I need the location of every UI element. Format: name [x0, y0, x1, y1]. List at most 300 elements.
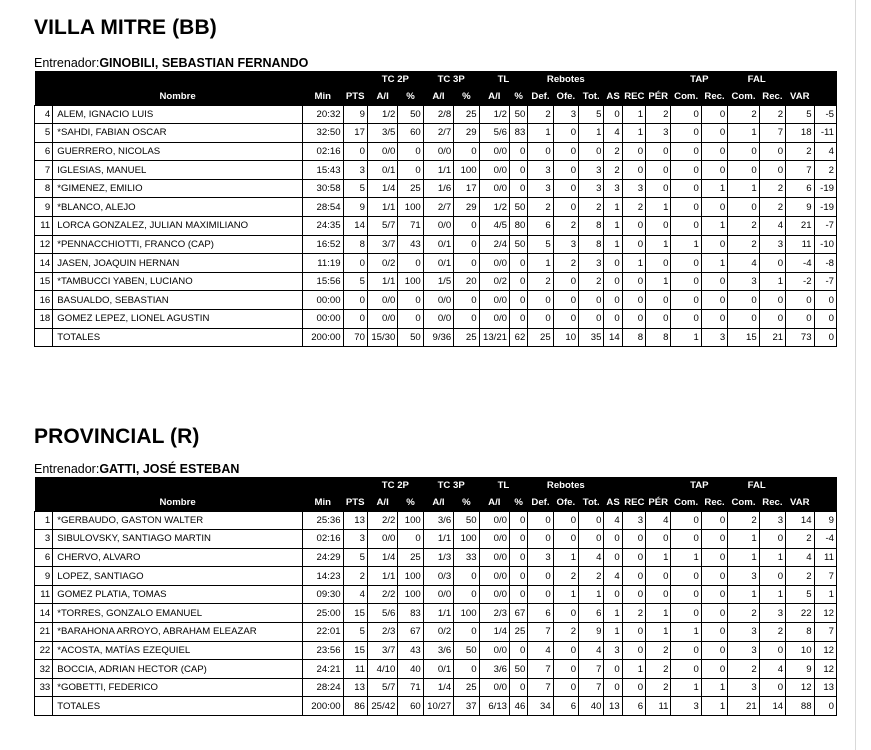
stat-cell: 2: [579, 567, 604, 586]
player-name: CHERVO, ALVARO: [53, 548, 303, 567]
stat-cell: 2: [759, 198, 785, 217]
stat-cell: 1: [553, 548, 578, 567]
header-column-row: [35, 494, 837, 511]
total-cell: 0: [814, 328, 836, 347]
stat-cell: 5: [343, 272, 367, 291]
stat-cell: 9: [814, 511, 836, 530]
column-header: Def.: [528, 88, 553, 105]
stat-cell: 7: [35, 161, 53, 180]
stat-cell: 1/3: [423, 548, 453, 567]
stat-cell: 9: [343, 198, 367, 217]
player-name: JASEN, JOAQUIN HERNAN: [53, 254, 303, 273]
stat-cell: 50: [398, 105, 423, 124]
stat-cell: 1: [759, 548, 785, 567]
stat-cell: 22: [786, 604, 814, 623]
stat-cell: -4: [814, 530, 836, 549]
stat-cell: 15: [35, 272, 53, 291]
player-name: ALEM, IGNACIO LUIS: [53, 105, 303, 124]
stat-cell: 0: [701, 660, 727, 679]
stat-cell: 2/8: [423, 105, 453, 124]
stat-cell: 3: [759, 511, 785, 530]
stat-cell: 1: [728, 124, 759, 143]
total-cell: 1: [671, 328, 701, 347]
stat-cell: 0: [622, 567, 645, 586]
stat-cell: 67: [510, 604, 528, 623]
header-group: TL: [479, 477, 528, 494]
stat-cell: 0: [646, 530, 671, 549]
stat-cell: 14: [35, 604, 53, 623]
player-name: *GIMENEZ, EMILIO: [53, 179, 303, 198]
stat-cell: 4: [604, 511, 622, 530]
stat-cell: 2: [553, 567, 578, 586]
stat-cell: 0: [622, 291, 645, 310]
stat-cell: 3/6: [423, 511, 453, 530]
column-header: Rec.: [759, 88, 785, 105]
stat-cell: 43: [398, 641, 423, 660]
header-group: TC 3P: [423, 71, 479, 88]
stat-cell: 0: [728, 142, 759, 161]
column-header: A/I: [367, 494, 397, 511]
stat-cell: 0: [701, 548, 727, 567]
stat-cell: 0: [398, 142, 423, 161]
stat-cell: 32:50: [302, 124, 343, 143]
column-header: %: [398, 494, 423, 511]
total-cell: 25: [454, 328, 479, 347]
stat-cell: 16: [35, 291, 53, 310]
stat-cell: 0: [553, 511, 578, 530]
stat-cell: 0: [646, 161, 671, 180]
stat-cell: 0: [454, 291, 479, 310]
stat-cell: 0: [646, 142, 671, 161]
stat-cell: 14: [786, 511, 814, 530]
stat-cell: 1: [671, 678, 701, 697]
stat-cell: -19: [814, 179, 836, 198]
total-cell: 40: [579, 697, 604, 716]
stat-cell: 100: [398, 272, 423, 291]
stat-cell: 0: [646, 585, 671, 604]
stat-cell: 13: [343, 511, 367, 530]
stat-cell: 1: [728, 530, 759, 549]
total-cell: 9/36: [423, 328, 453, 347]
stat-cell: -4: [786, 254, 814, 273]
stat-cell: 67: [398, 623, 423, 642]
stat-cell: 3/6: [423, 641, 453, 660]
stat-cell: 0: [553, 142, 578, 161]
stat-cell: 5: [786, 585, 814, 604]
stat-cell: 3: [35, 530, 53, 549]
stat-cell: 17: [343, 124, 367, 143]
total-cell: 1: [701, 697, 727, 716]
player-name: *BLANCO, ALEJO: [53, 198, 303, 217]
total-cell: 86: [343, 697, 367, 716]
stat-cell: 5: [35, 124, 53, 143]
total-cell: 6: [622, 697, 645, 716]
stat-cell: 0: [759, 142, 785, 161]
stat-cell: 0: [604, 530, 622, 549]
stat-cell: 2: [646, 660, 671, 679]
stat-cell: 28:54: [302, 198, 343, 217]
stat-cell: 3: [579, 179, 604, 198]
stat-cell: 3: [759, 235, 785, 254]
stat-cell: 0: [553, 530, 578, 549]
stat-cell: 0: [604, 678, 622, 697]
stat-cell: 0: [510, 254, 528, 273]
total-cell: 35: [579, 328, 604, 347]
stat-cell: 4: [528, 641, 553, 660]
column-header: Rec.: [759, 494, 785, 511]
team-title-home: VILLA MITRE (BB): [34, 16, 217, 39]
header-group: [604, 71, 671, 88]
stat-cell: 0: [553, 678, 578, 697]
stat-cell: 0/0: [367, 530, 397, 549]
total-cell: 50: [398, 328, 423, 347]
stat-cell: 0: [604, 105, 622, 124]
stat-cell: 7: [759, 124, 785, 143]
column-header: A/I: [367, 88, 397, 105]
stat-cell: 0: [671, 105, 701, 124]
stat-cell: 1/2: [479, 198, 509, 217]
stat-cell: 0: [604, 660, 622, 679]
player-row: [35, 217, 837, 236]
stat-cell: 1: [622, 124, 645, 143]
player-row: [35, 291, 837, 310]
stat-cell: 11: [35, 585, 53, 604]
stat-cell: -8: [814, 254, 836, 273]
player-name: *GERBAUDO, GASTON WALTER: [53, 511, 303, 530]
stat-cell: 0: [759, 530, 785, 549]
stat-cell: 1: [646, 235, 671, 254]
stat-cell: 1: [553, 585, 578, 604]
stat-cell: 29: [454, 124, 479, 143]
stat-cell: 0: [728, 161, 759, 180]
stat-cell: 2: [622, 604, 645, 623]
stat-cell: 0/0: [423, 585, 453, 604]
stat-cell: 2: [528, 105, 553, 124]
stat-cell: 2: [528, 198, 553, 217]
column-header: A/I: [423, 88, 453, 105]
column-header: A/I: [479, 88, 509, 105]
stat-cell: 100: [454, 161, 479, 180]
column-header: Ofe.: [553, 88, 578, 105]
stat-cell: 25: [454, 105, 479, 124]
player-row: [35, 585, 837, 604]
stat-cell: 0/0: [367, 310, 397, 329]
stat-cell: 0: [510, 179, 528, 198]
stat-cell: 1: [35, 511, 53, 530]
stat-cell: 6: [528, 604, 553, 623]
total-cell: 14: [604, 328, 622, 347]
stat-cell: 0/0: [479, 567, 509, 586]
header-group: [786, 477, 837, 494]
column-header: Tot.: [579, 88, 604, 105]
stat-cell: 3: [343, 161, 367, 180]
stat-cell: 0: [759, 161, 785, 180]
header-group: [35, 477, 368, 494]
stat-cell: 09:30: [302, 585, 343, 604]
column-header: [814, 88, 836, 105]
stat-cell: 6: [528, 217, 553, 236]
total-cell: 8: [646, 328, 671, 347]
stat-cell: 71: [398, 217, 423, 236]
total-cell: 73: [786, 328, 814, 347]
stat-cell: 0: [728, 291, 759, 310]
header-group-row: [35, 71, 837, 88]
player-row: [35, 530, 837, 549]
total-cell: 88: [786, 697, 814, 716]
column-header: Nombre: [53, 88, 303, 105]
stat-cell: 9: [786, 198, 814, 217]
stat-cell: 5: [786, 105, 814, 124]
player-row: [35, 198, 837, 217]
stat-cell: 0/1: [423, 254, 453, 273]
stat-cell: 0/2: [423, 623, 453, 642]
coach-away: [34, 462, 239, 476]
stat-cell: 0: [759, 310, 785, 329]
stat-cell: 0: [510, 548, 528, 567]
stat-cell: 4: [579, 548, 604, 567]
stat-cell: 0: [728, 310, 759, 329]
column-header: PTS: [343, 494, 367, 511]
player-row: [35, 235, 837, 254]
stat-cell: 1/1: [423, 161, 453, 180]
stat-cell: 0: [553, 161, 578, 180]
stat-cell: 2: [814, 161, 836, 180]
stat-cell: 2: [759, 623, 785, 642]
stat-cell: 0: [553, 124, 578, 143]
column-header: PÉR: [646, 88, 671, 105]
stat-cell: 2/2: [367, 511, 397, 530]
total-cell: 21: [728, 697, 759, 716]
stat-cell: 3: [622, 511, 645, 530]
stat-cell: 0: [622, 235, 645, 254]
stat-cell: 1: [604, 623, 622, 642]
header-group: FAL: [728, 71, 786, 88]
stat-cell: 0: [579, 291, 604, 310]
stat-cell: 0: [454, 142, 479, 161]
stat-cell: 00:00: [302, 310, 343, 329]
stat-cell: 0: [759, 291, 785, 310]
player-row: [35, 105, 837, 124]
stat-cell: 3/6: [479, 660, 509, 679]
stat-cell: 1: [646, 604, 671, 623]
stat-cell: 14: [343, 217, 367, 236]
stat-cell: 1: [579, 124, 604, 143]
stat-cell: 33: [35, 678, 53, 697]
player-row: [35, 142, 837, 161]
stat-cell: 0: [604, 548, 622, 567]
stat-cell: 2: [728, 235, 759, 254]
stat-cell: 1/6: [423, 179, 453, 198]
header-group: TAP: [671, 71, 728, 88]
stat-cell: 40: [398, 660, 423, 679]
stat-cell: 3: [646, 124, 671, 143]
stat-cell: 0: [398, 310, 423, 329]
header-group-row: [35, 477, 837, 494]
stat-cell: 0: [671, 161, 701, 180]
stat-cell: 0/0: [479, 511, 509, 530]
stat-cell: -10: [814, 235, 836, 254]
stat-cell: 8: [579, 217, 604, 236]
stat-cell: 0: [671, 142, 701, 161]
stat-cell: 2: [553, 217, 578, 236]
stat-cell: 24:35: [302, 217, 343, 236]
stat-cell: 1/1: [367, 567, 397, 586]
column-header: Rec.: [701, 88, 727, 105]
stat-cell: 0: [701, 105, 727, 124]
stat-cell: 0/0: [479, 142, 509, 161]
stat-cell: 2/7: [423, 198, 453, 217]
stat-cell: 0: [579, 142, 604, 161]
totals-label: TOTALES: [53, 328, 303, 347]
stat-cell: 3: [579, 161, 604, 180]
stat-cell: 3/7: [367, 641, 397, 660]
column-header: Tot.: [579, 494, 604, 511]
stat-cell: 1/1: [423, 530, 453, 549]
stat-cell: 1/4: [423, 678, 453, 697]
player-row: [35, 161, 837, 180]
stat-cell: 0: [728, 198, 759, 217]
stat-cell: 30:58: [302, 179, 343, 198]
player-row: [35, 272, 837, 291]
stat-cell: 0: [622, 217, 645, 236]
stat-cell: 3: [343, 530, 367, 549]
stat-cell: 0: [646, 179, 671, 198]
stat-cell: 0: [553, 660, 578, 679]
stat-cell: 1/4: [479, 623, 509, 642]
stat-cell: 15: [343, 641, 367, 660]
stat-cell: 0: [553, 272, 578, 291]
player-row: [35, 678, 837, 697]
stat-cell: 0: [671, 660, 701, 679]
stat-cell: 0: [622, 641, 645, 660]
stat-cell: 4/5: [479, 217, 509, 236]
stat-cell: 0/2: [367, 254, 397, 273]
stat-cell: 2: [622, 198, 645, 217]
coach-name: GINOBILI, SEBASTIAN FERNANDO: [99, 56, 309, 70]
stat-cell: 0: [646, 217, 671, 236]
stat-cell: 5/7: [367, 217, 397, 236]
stat-cell: 18: [35, 310, 53, 329]
stat-cell: 15:43: [302, 161, 343, 180]
stat-cell: 0: [671, 604, 701, 623]
total-cell: 6/13: [479, 697, 509, 716]
stat-cell: 22: [35, 641, 53, 660]
stat-cell: 2: [728, 660, 759, 679]
stat-cell: 1: [604, 604, 622, 623]
column-header: REC: [622, 88, 645, 105]
player-name: IGLESIAS, MANUEL: [53, 161, 303, 180]
stat-cell: 2: [728, 105, 759, 124]
stat-cell: 6: [35, 548, 53, 567]
stat-cell: 4: [786, 548, 814, 567]
stat-cell: 2: [728, 604, 759, 623]
player-row: [35, 254, 837, 273]
stat-cell: 0: [510, 585, 528, 604]
stat-cell: 11:19: [302, 254, 343, 273]
stat-cell: 7: [579, 660, 604, 679]
stat-cell: 100: [398, 511, 423, 530]
stat-cell: 7: [786, 161, 814, 180]
stat-cell: 1: [671, 548, 701, 567]
header-group: TC 2P: [367, 71, 423, 88]
totals-row: [35, 328, 837, 347]
stat-cell: 0: [786, 310, 814, 329]
coach-label: Entrenador:: [34, 462, 100, 476]
column-header: [35, 88, 53, 105]
stat-cell: 2: [646, 105, 671, 124]
total-cell: 34: [528, 697, 553, 716]
player-row: [35, 660, 837, 679]
stat-cell: 23:56: [302, 641, 343, 660]
stat-cell: 0: [814, 291, 836, 310]
column-header: Min: [302, 88, 343, 105]
stat-cell: 0: [671, 291, 701, 310]
column-header: A/I: [423, 494, 453, 511]
stat-cell: 1: [646, 623, 671, 642]
header-group: [786, 71, 837, 88]
stat-cell: 0: [759, 254, 785, 273]
stat-cell: 12: [814, 660, 836, 679]
stat-cell: 0: [579, 310, 604, 329]
stat-cell: 0/0: [479, 310, 509, 329]
stat-cell: 0: [646, 254, 671, 273]
stat-cell: 0: [510, 291, 528, 310]
column-header: VAR: [786, 88, 814, 105]
stat-cell: 3: [759, 604, 785, 623]
stat-cell: 1: [646, 272, 671, 291]
stat-cell: 0/0: [367, 142, 397, 161]
stat-cell: 15:56: [302, 272, 343, 291]
stat-cell: 0: [646, 567, 671, 586]
stat-cell: 2/7: [423, 124, 453, 143]
stat-cell: 3: [604, 179, 622, 198]
stat-cell: 4: [728, 254, 759, 273]
stat-cell: 0/1: [367, 161, 397, 180]
stat-cell: 2: [604, 161, 622, 180]
total-cell: 10: [553, 328, 578, 347]
header-column-row: [35, 88, 837, 105]
stat-cell: 100: [454, 530, 479, 549]
stat-cell: 1: [622, 254, 645, 273]
stat-cell: 32: [35, 660, 53, 679]
stat-cell: 50: [454, 511, 479, 530]
stat-cell: 0: [671, 641, 701, 660]
stat-cell: 0: [671, 310, 701, 329]
stat-cell: 8: [579, 235, 604, 254]
player-name: *TAMBUCCI YABEN, LUCIANO: [53, 272, 303, 291]
stat-cell: 0/0: [479, 179, 509, 198]
total-cell: 60: [398, 697, 423, 716]
stat-cell: 0: [398, 291, 423, 310]
total-cell: 0: [814, 697, 836, 716]
player-name: *GOBETTI, FEDERICO: [53, 678, 303, 697]
coach-name: GATTI, JOSÉ ESTEBAN: [99, 462, 240, 476]
stat-cell: 1/1: [367, 198, 397, 217]
stat-cell: 0/0: [423, 142, 453, 161]
stat-cell: 0: [701, 235, 727, 254]
stat-cell: 83: [398, 604, 423, 623]
total-cell: 8: [622, 328, 645, 347]
stat-cell: 0/2: [479, 272, 509, 291]
totals-label: TOTALES: [53, 697, 303, 716]
total-cell: 11: [646, 697, 671, 716]
stat-cell: 100: [454, 604, 479, 623]
column-header: PÉR: [646, 494, 671, 511]
stat-cell: 0: [510, 161, 528, 180]
stat-cell: 0: [701, 623, 727, 642]
stat-cell: 17: [454, 179, 479, 198]
stat-cell: 1: [604, 235, 622, 254]
